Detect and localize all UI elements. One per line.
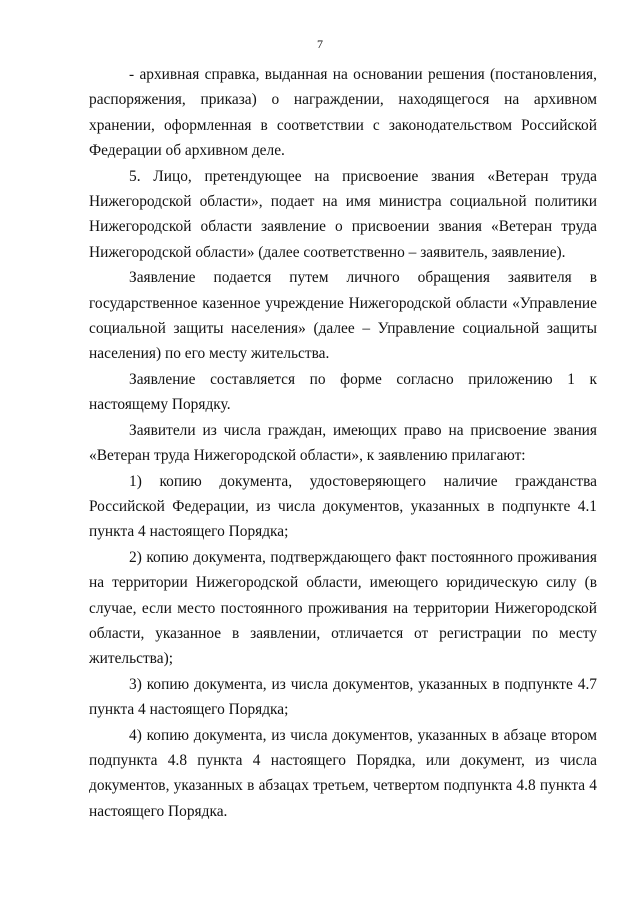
list-item-1: 1) копию документа, удостоверяющего наличие гражданства Российской Федерации, из числа документов, указанных в подпункте 4.1 пункта 4 настоящего Порядка;	[89, 472, 597, 541]
page-number: 7	[317, 37, 323, 51]
paragraph-archive-certificate: - архивная справка, выданная на основании решения (постановления, распоряжения, приказа) о награждении, находящегося на архивном хранении, оформленная в соответствии с законодательством Российской Федерации об архивном деле.	[89, 66, 597, 160]
paragraph-applicants-attach: Заявители из числа граждан, имеющих право на присвоение звания «Ветеран труда Нижегородской области», к заявлению прилагают:	[89, 421, 597, 465]
paragraph-item-5: 5. Лицо, претендующее на присвоение звания «Ветеран труда Нижегородской области», подает на имя министра социальной политики Нижегородской области заявление о присвоении звания «Ветеран труда Нижегородской области» (далее соответственно – заявитель, заявление).	[89, 167, 597, 261]
list-item-3: 3) копию документа, из числа документов, указанных в подпункте 4.7 пункта 4 настоящего Порядка;	[89, 675, 597, 719]
list-item-4: 4) копию документа, из числа документов, указанных в абзаце втором подпункта 4.8 пункта 4 настоящего Порядка, или документ, из числа документов, указанных в абзацах третьем, четвертом подпункта 4.8 пункта 4 настоящего Порядка.	[89, 726, 597, 820]
paragraph-application-form: Заявление составляется по форме согласно приложению 1 к настоящему Порядку.	[89, 370, 597, 414]
paragraph-application-submission: Заявление подается путем личного обращения заявителя в государственное казенное учреждение Нижегородской области «Управление социальной защиты населения» (далее – Управление социальной защиты населения) по его месту жительства.	[89, 269, 597, 363]
list-item-2: 2) копию документа, подтверждающего факт постоянного проживания на территории Нижегородской области, имеющего юридическую силу (в случае, если место постоянного проживания на территории Нижегородской области, указанное в заявлении, отличается от регистрации по месту жительства);	[89, 548, 597, 668]
document-body	[89, 62, 597, 824]
